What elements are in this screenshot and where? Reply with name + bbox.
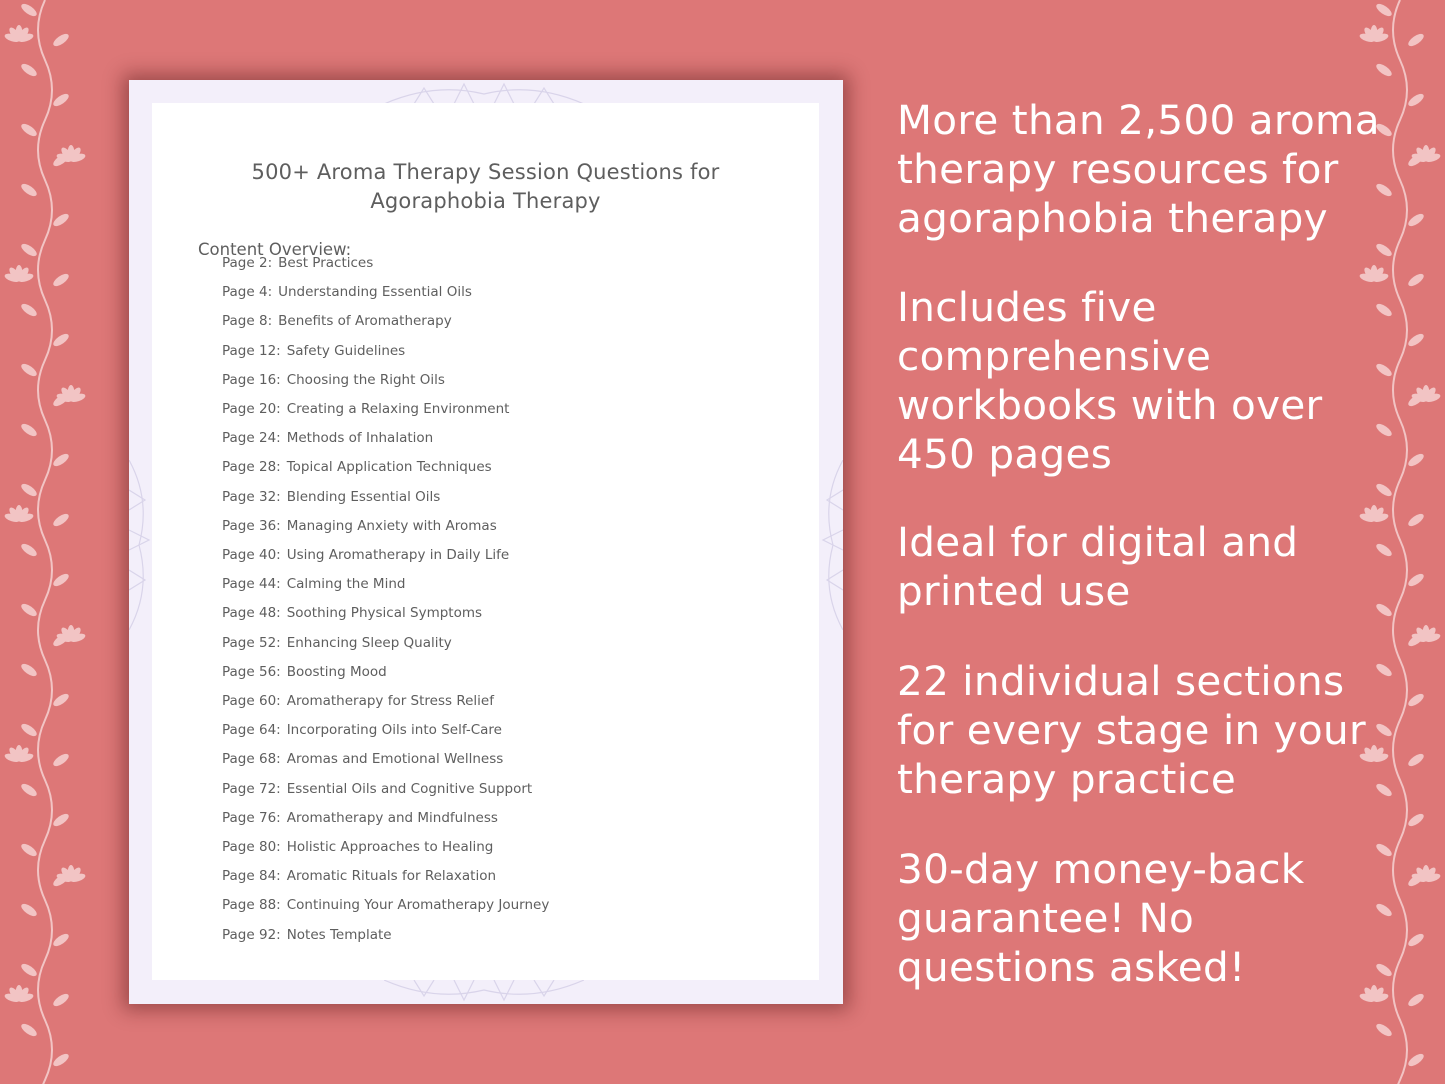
toc-section-title: Boosting Mood (286, 663, 387, 680)
toc-page-number: Page 28: (222, 459, 281, 476)
toc-item (222, 664, 387, 680)
feature-line: More than 2,500 aroma (897, 96, 1380, 144)
mandala-decoration-bottom (384, 980, 584, 1004)
feature-5 (897, 845, 1417, 992)
toc-section-title: Aromatherapy for Stress Relief (286, 693, 494, 709)
document-page (129, 80, 843, 1004)
toc-section-title: Aromatherapy and Mindfulness (286, 809, 498, 826)
feature-4 (897, 657, 1417, 804)
toc-item (222, 459, 492, 475)
toc-section-title: Aromas and Emotional Wellness (286, 751, 504, 768)
toc-item (222, 839, 493, 855)
toc-item (222, 810, 498, 826)
toc-item (222, 284, 472, 300)
toc-section-title: Understanding Essential Oils (278, 284, 472, 301)
toc-section-title: Aromatic Rituals for Relaxation (286, 868, 497, 885)
toc-item (222, 430, 433, 446)
toc-section-title: Incorporating Oils into Self-Care (286, 722, 502, 739)
toc-item (222, 255, 373, 271)
mandala-decoration-left (129, 460, 153, 630)
toc-section-title: Choosing the Right Oils (286, 371, 445, 388)
toc-page-number: Page 36: (222, 517, 281, 534)
toc-page-number: Page 40: (222, 547, 281, 563)
toc-item (222, 781, 532, 797)
toc-item (222, 693, 494, 709)
toc-section-title: Enhancing Sleep Quality (286, 634, 452, 651)
toc-section-title: Best Practices (278, 255, 374, 271)
toc-section-title: Notes Template (286, 926, 392, 943)
feature-line: therapy practice (897, 755, 1237, 803)
toc-page-number: Page 68: (222, 751, 281, 768)
toc-page-number: Page 24: (222, 430, 281, 447)
feature-1 (897, 96, 1417, 243)
toc-section-title: Methods of Inhalation (286, 430, 434, 447)
document-title-line1: 500+ Aroma Therapy Session Questions for (251, 160, 720, 184)
toc-page-number: Page 2: (222, 255, 273, 271)
feature-line: agoraphobia therapy (897, 194, 1328, 242)
document-title-line2: Agoraphobia Therapy (370, 189, 601, 213)
toc-item (222, 518, 497, 534)
feature-line: for every stage in your (897, 706, 1366, 754)
feature-line: 450 pages (897, 430, 1113, 478)
toc-item (222, 576, 405, 592)
document-content (152, 103, 819, 980)
toc-section-title: Blending Essential Oils (286, 488, 441, 505)
toc-section-title: Holistic Approaches to Healing (286, 839, 494, 855)
toc-item (222, 897, 549, 913)
toc-item (222, 751, 503, 767)
toc-section-title: Continuing Your Aromatherapy Journey (286, 897, 550, 914)
toc-section-title: Managing Anxiety with Aromas (286, 517, 497, 534)
feature-line: guarantee! No (897, 894, 1195, 942)
toc-section-title: Creating a Relaxing Environment (286, 401, 510, 417)
feature-line: comprehensive (897, 332, 1212, 380)
toc-item (222, 372, 445, 388)
toc-page-number: Page 80: (222, 839, 281, 855)
feature-line: 22 individual sections (897, 657, 1345, 705)
toc-item (222, 605, 482, 621)
toc-page-number: Page 44: (222, 576, 281, 593)
toc-page-number: Page 84: (222, 868, 281, 885)
toc-page-number: Page 8: (222, 313, 273, 330)
toc-page-number: Page 92: (222, 926, 281, 943)
toc-item (222, 547, 509, 563)
feature-line: questions asked! (897, 943, 1246, 991)
toc-page-number: Page 76: (222, 809, 281, 826)
toc-item (222, 313, 452, 329)
toc-page-number: Page 48: (222, 605, 281, 622)
toc-section-title: Calming the Mind (286, 576, 406, 593)
toc-item (222, 722, 502, 738)
toc-item (222, 489, 440, 505)
content-overview-label: Content Overview: (198, 240, 352, 259)
toc-page-number: Page 56: (222, 663, 281, 680)
feature-line: Includes five (897, 283, 1157, 331)
document-title (152, 158, 819, 216)
toc-page-number: Page 52: (222, 634, 281, 651)
toc-section-title: Using Aromatherapy in Daily Life (286, 547, 510, 563)
feature-2 (897, 283, 1417, 479)
toc-page-number: Page 32: (222, 488, 281, 505)
toc-item (222, 868, 496, 884)
mandala-decoration-top (384, 80, 584, 104)
toc-section-title: Benefits of Aromatherapy (278, 313, 452, 330)
toc-section-title: Safety Guidelines (286, 342, 406, 359)
toc-section-title: Topical Application Techniques (286, 459, 492, 476)
toc-page-number: Page 72: (222, 780, 281, 797)
toc-section-title: Essential Oils and Cognitive Support (286, 780, 533, 797)
toc-page-number: Page 20: (222, 401, 281, 417)
feature-line: therapy resources for (897, 145, 1339, 193)
mandala-decoration-right (819, 460, 843, 630)
toc-item (222, 635, 452, 651)
toc-item (222, 343, 405, 359)
feature-3 (897, 518, 1417, 616)
toc-item (222, 927, 392, 943)
toc-page-number: Page 60: (222, 693, 281, 709)
toc-page-number: Page 4: (222, 284, 273, 301)
toc-page-number: Page 16: (222, 371, 281, 388)
feature-line: workbooks with over (897, 381, 1323, 429)
feature-line: Ideal for digital and (897, 518, 1299, 566)
feature-line: 30-day money-back (897, 845, 1305, 893)
toc-section-title: Soothing Physical Symptoms (286, 605, 483, 622)
feature-line: printed use (897, 567, 1131, 615)
toc-page-number: Page 12: (222, 342, 281, 359)
floral-vine-left (0, 0, 90, 1084)
toc-page-number: Page 88: (222, 897, 281, 914)
toc-item (222, 401, 509, 417)
toc-page-number: Page 64: (222, 722, 281, 739)
